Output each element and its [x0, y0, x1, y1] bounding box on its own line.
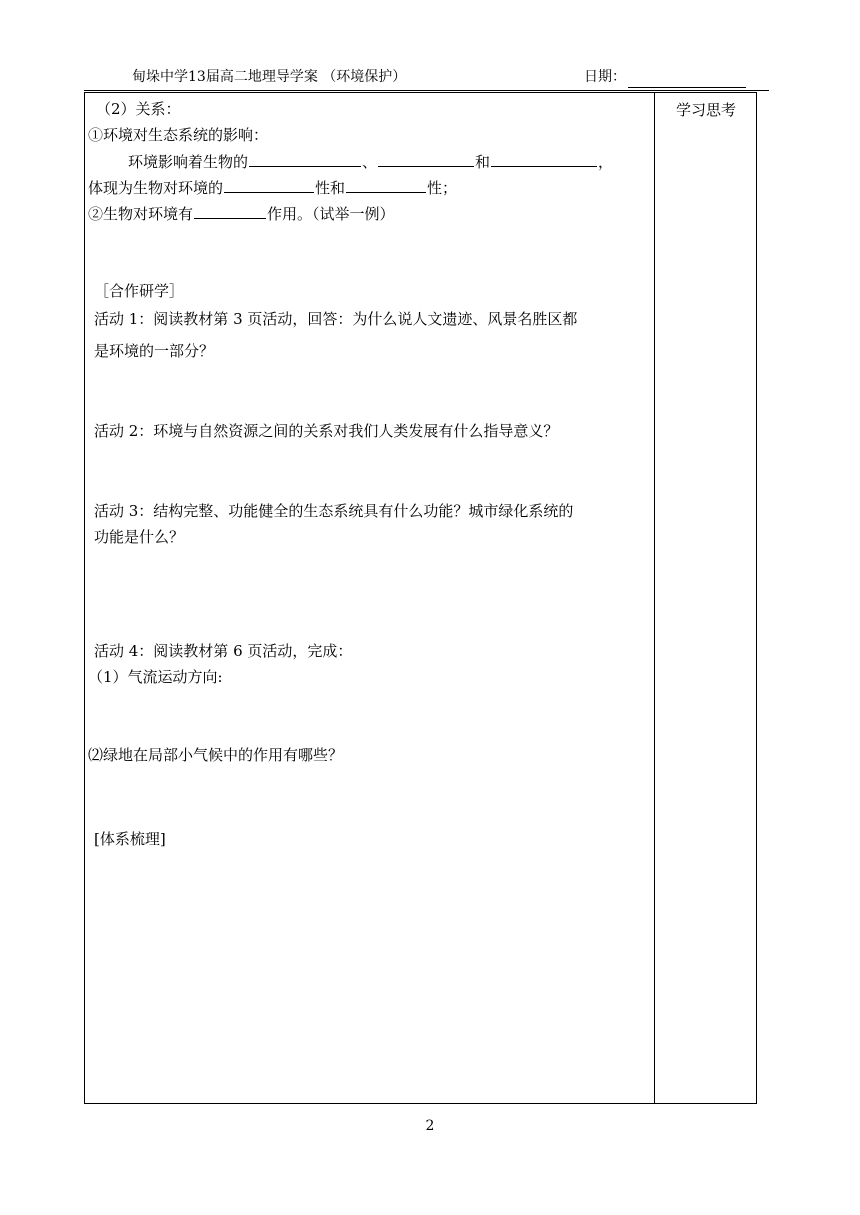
- env-effect-heading: ①环境对生态系统的影响：: [88, 126, 269, 144]
- bio-effect-line: [88, 200, 395, 227]
- fill-blank[interactable]: [194, 200, 266, 219]
- fill-blank[interactable]: [491, 148, 597, 167]
- activity-2: 活动 2：环境与自然资源之间的关系对我们人类发展有什么指导意义？: [94, 422, 559, 440]
- activity-3-line-1: 活动 3：结构完整、功能健全的生态系统具有什么功能？城市绿化系统的: [94, 502, 574, 520]
- text-segment: ，: [598, 153, 614, 171]
- text-segment: 和: [475, 153, 491, 171]
- activity-1-line-1: 活动 1：阅读教材第 3 页活动，回答：为什么说人文遗迹、风景名胜区都: [94, 310, 578, 328]
- activity-1-line-2: 是环境的一部分？: [94, 342, 215, 360]
- text-segment: 作用。（试举一例）: [267, 205, 395, 223]
- fill-blank[interactable]: [224, 174, 314, 193]
- activity-3-line-2: 功能是什么？: [94, 528, 185, 546]
- text-segment: 性；: [427, 179, 458, 197]
- side-column-title: 学习思考: [675, 101, 736, 119]
- header-date: [584, 66, 746, 88]
- fill-blank[interactable]: [346, 174, 426, 193]
- text-segment: 性和: [315, 179, 346, 197]
- header-title: 甸垛中学13届高二地理导学案 （环境保护）: [132, 69, 407, 85]
- activity-4-question-2: ⑵绿地在局部小气候中的作用有哪些？: [88, 746, 344, 764]
- text-segment: 环境影响着生物的: [128, 153, 249, 171]
- adaptation-line: [88, 174, 457, 201]
- date-label: 日期：: [584, 69, 626, 85]
- activity-4-question-1: （1）气流运动方向:: [88, 668, 223, 686]
- coop-section-heading: ［合作研学］: [94, 282, 185, 300]
- fill-blank[interactable]: [378, 148, 474, 167]
- content-table: [84, 92, 757, 1104]
- text-segment: 体现为生物对环境的: [88, 179, 224, 197]
- text-segment: ②生物对环境有: [88, 205, 194, 223]
- system-review-heading: [体系梳理]: [94, 830, 166, 848]
- relation-heading: （2）关系：: [96, 100, 181, 118]
- activity-4: 活动 4：阅读教材第 6 页活动，完成：: [94, 642, 353, 660]
- page-header: [84, 66, 769, 88]
- fill-blank[interactable]: [249, 148, 361, 167]
- text-segment: 、: [362, 153, 378, 171]
- date-blank: [628, 69, 746, 88]
- env-effect-line: [128, 148, 613, 175]
- column-divider: [654, 92, 655, 1104]
- header-rule: [84, 90, 769, 91]
- page-number: 2: [425, 1118, 435, 1134]
